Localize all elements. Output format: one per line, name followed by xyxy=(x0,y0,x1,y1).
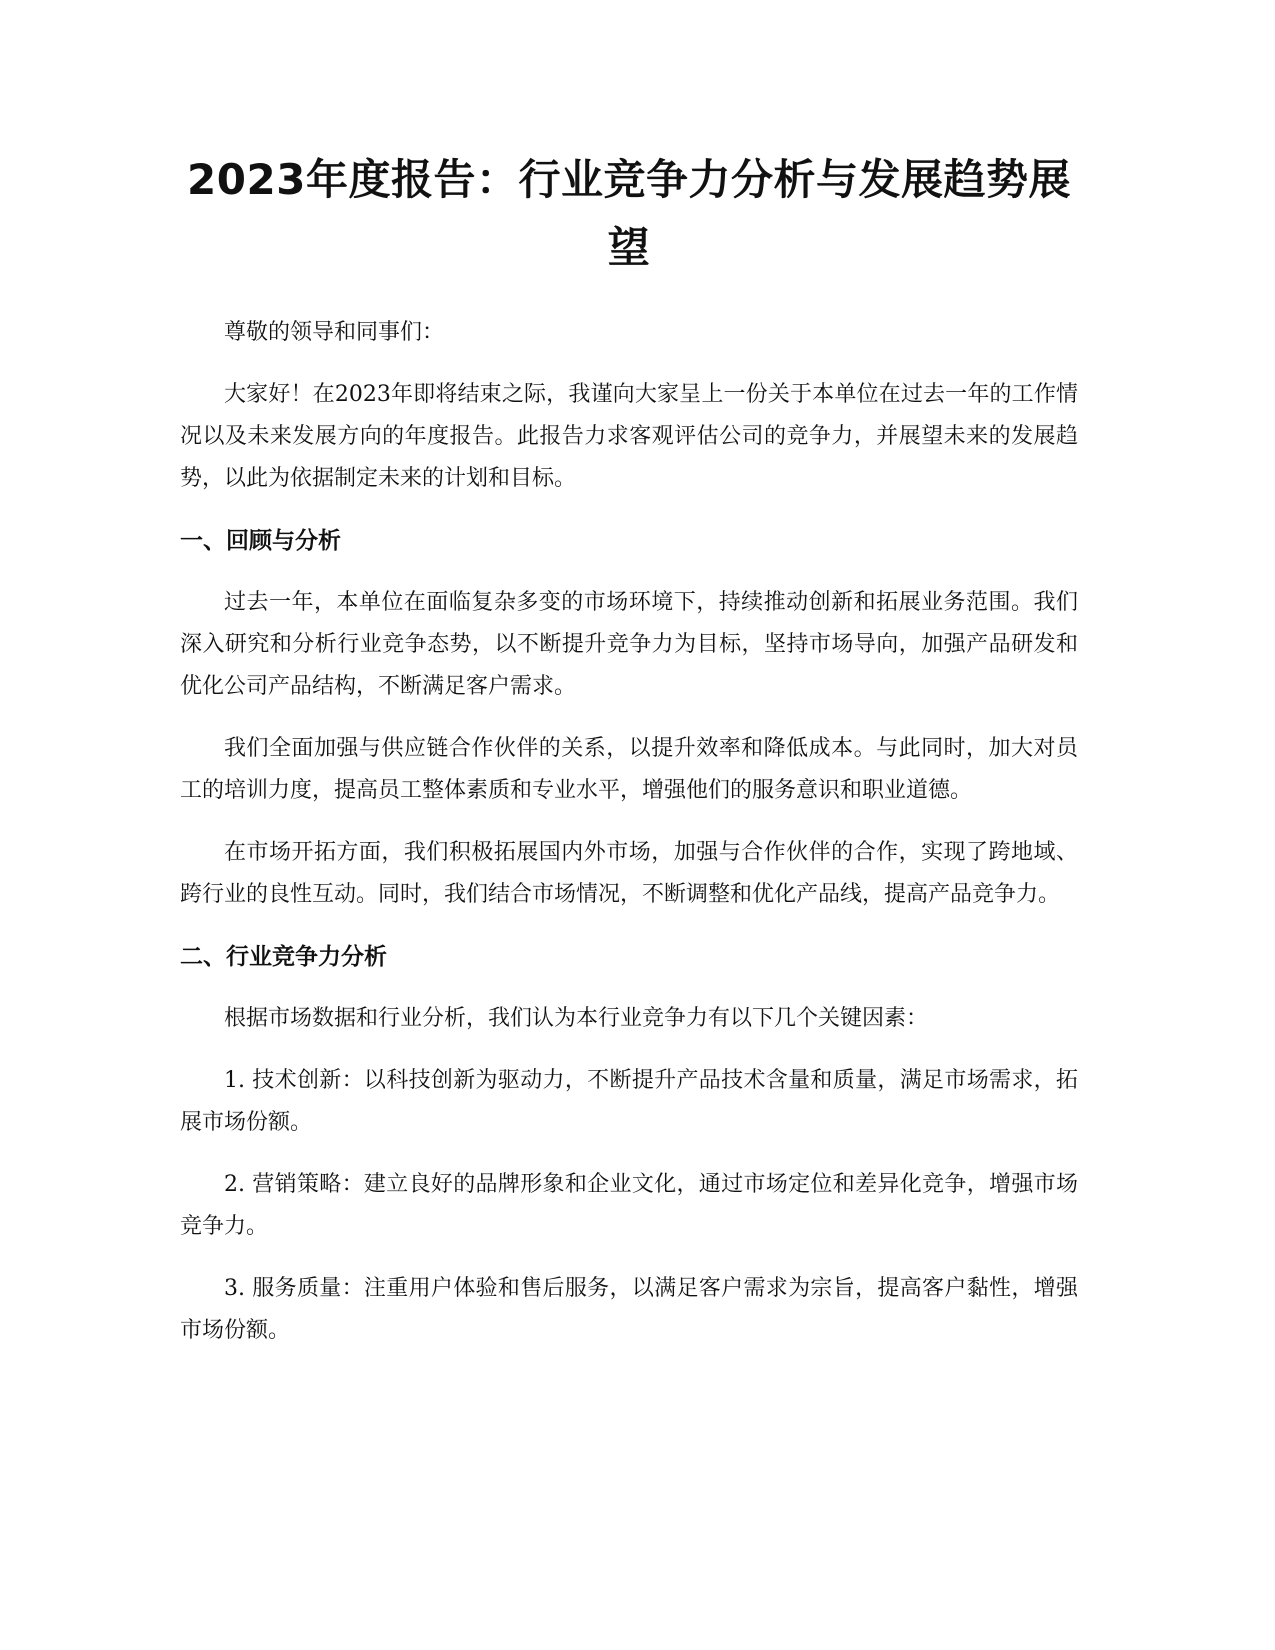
factor-item-2: 2. 营销策略：建立良好的品牌形象和企业文化，通过市场定位和差异化竞争，增强市场竞争力。 xyxy=(180,1172,1078,1239)
review-paragraph-1: 过去一年，本单位在面临复杂多变的市场环境下，持续推动创新和拓展业务范围。我们深入研究和分析行业竞争态势，以不断提升竞争力为目标，坚持市场导向，加强产品研发和优化公司产品结构，不断满足客户需求。 xyxy=(180,590,1078,699)
review-paragraph-2: 我们全面加强与供应链合作伙伴的关系，以提升效率和降低成本。与此同时，加大对员工的培训力度，提高员工整体素质和专业水平，增强他们的服务意识和职业道德。 xyxy=(180,736,1078,803)
review-paragraph-3: 在市场开拓方面，我们积极拓展国内外市场，加强与合作伙伴的合作，实现了跨地域、跨行业的良性互动。同时，我们结合市场情况，不断调整和优化产品线，提高产品竞争力。 xyxy=(180,840,1078,907)
competitiveness-intro: 根据市场数据和行业分析，我们认为本行业竞争力有以下几个关键因素： xyxy=(224,1006,929,1031)
section-heading-competitiveness: 二、行业竞争力分析 xyxy=(180,944,387,970)
salutation: 尊敬的领导和同事们： xyxy=(224,320,445,345)
document-title: 2023年度报告：行业竞争力分析与发展趋势展望 xyxy=(187,155,1071,272)
factor-item-3: 3. 服务质量：注重用户体验和售后服务，以满足客户需求为宗旨，提高客户黏性，增强市场份额。 xyxy=(180,1276,1078,1343)
section-heading-review: 一、回顾与分析 xyxy=(180,528,341,554)
document-body xyxy=(180,312,1078,1352)
document-page xyxy=(180,0,1078,1650)
factor-item-1: 1. 技术创新：以科技创新为驱动力，不断提升产品技术含量和质量，满足市场需求，拓展市场份额。 xyxy=(180,1068,1078,1135)
intro-paragraph: 大家好！在2023年即将结束之际，我谨向大家呈上一份关于本单位在过去一年的工作情况以及未来发展方向的年度报告。此报告力求客观评估公司的竞争力，并展望未来的发展趋势，以此为依据制定未来的计划和目标。 xyxy=(180,382,1078,491)
